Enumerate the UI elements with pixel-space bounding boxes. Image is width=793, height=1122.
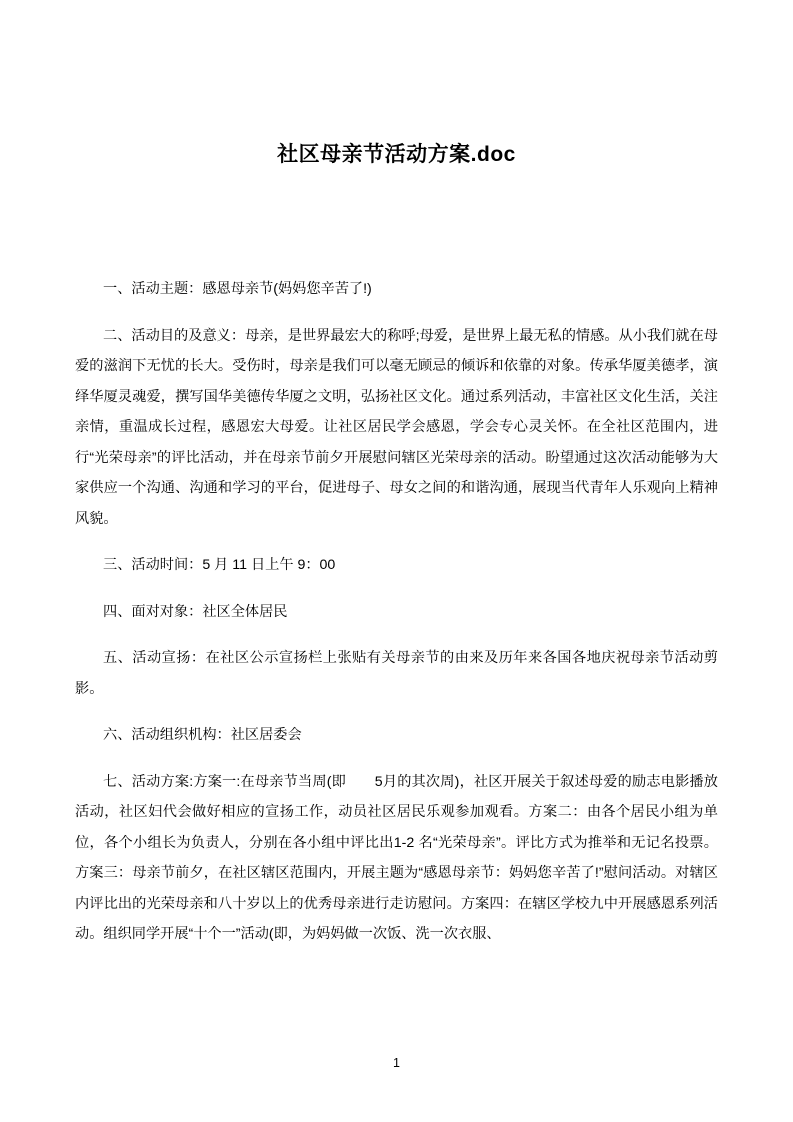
paragraph-purpose-significance: 二、活动目的及意义：母亲，是世界最宏大的称呼;母爱，是世界上最无私的情感。从小我们就在母爱的滋润下无忧的长大。受伤时，母亲是我们可以毫无顾忌的倾诉和依靠的对象。传承华厦美德孝，演绎华厦灵魂爱，撰写国华美德传华厦之文明，弘扬社区文化。通过系列活动，丰富社区文化生活，关注亲情，重温成长过程，感恩宏大母爱。让社区居民学会感恩，学会专心灵关怀。在全社区范围内，进行“光荣母亲”的评比活动，并在母亲节前夕开展慰问辖区光荣母亲的活动。盼望通过这次活动能够为大家供应一个沟通、沟通和学习的平台，促进母子、母女之间的和谐沟通，展现当代青年人乐观向上精神风貌。 — [75, 327, 718, 527]
paragraph-activity-theme: 一、活动主题：感恩母亲节(妈妈您辛苦了!) — [103, 281, 372, 297]
paragraph-activity-time: 三、活动时间：5 月 11 日上午 9：00 — [103, 557, 336, 573]
paragraph-organizer: 六、活动组织机构：社区居委会 — [103, 727, 302, 743]
title-spacer — [75, 170, 718, 274]
paragraph-activity-plans: 七、活动方案:方案一:在母亲节当周(即 5月的其次周)，社区开展关于叙述母爱的励志电影播放活动，社区妇代会做好相应的宣扬工作，动员社区居民乐观参加观看。方案二：由各个居民小组为单位，各个小组长为负责人，分别在各小组中评比出1-2 名“光荣母亲”。评比方式为推举和无记名投票。方案三：母亲节前夕，在社区辖区范围内，开展主题为“感恩母亲节：妈妈您辛苦了!”慰问活动。对辖区内评比出的光荣母亲和八十岁以上的优秀母亲进行走访慰问。方案四：在辖区学校九中开展感恩系列活动。组织同学开展“十个一”活动(即，为妈妈做一次饭、洗一次衣服、 — [75, 773, 718, 942]
document-title: 社区母亲节活动方案.doc — [277, 143, 516, 166]
paragraph-target-audience: 四、面对对象：社区全体居民 — [103, 603, 288, 620]
document-body — [75, 0, 718, 966]
page-number: 1 — [393, 1056, 400, 1070]
paragraph-promotion: 五、活动宣扬：在社区公示宣扬栏上张贴有关母亲节的由来及历年来各国各地庆祝母亲节活动剪影。 — [75, 650, 718, 697]
